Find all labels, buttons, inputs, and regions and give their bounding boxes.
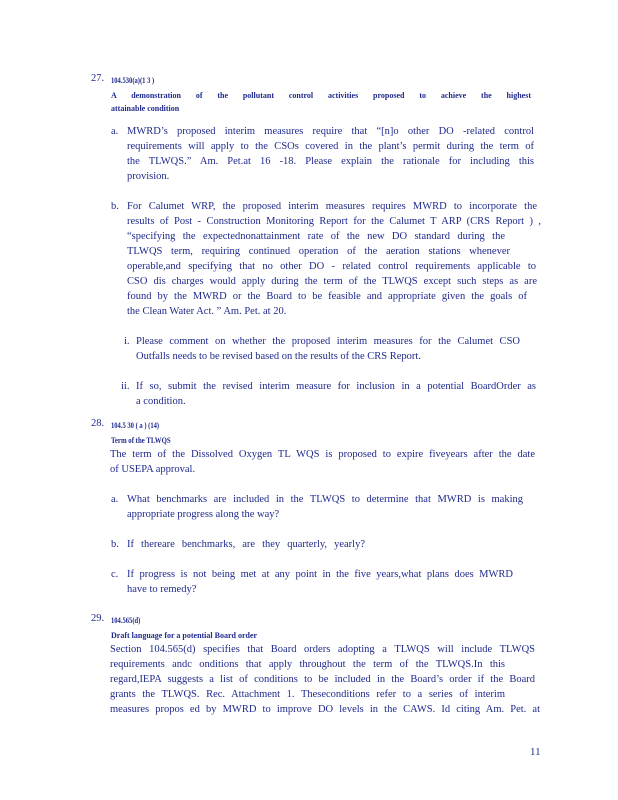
item-27-b-line: “specifying the expectednonattainment rate of the new DO standard during the (127, 231, 505, 242)
item-29-intro-line: requirements andc onditions that apply throughout the term of the TLWQS.In this (110, 659, 505, 670)
item-28-c-line: If progress is not being met at any point in the five years,what plans does MWRD (127, 569, 513, 580)
item-27-a-line: provision. (127, 171, 170, 182)
item-29-intro-line: regard,IEPA suggests a list of conditions to be included in the Board’s order if the Board (110, 674, 535, 685)
item-27-a-marker: a. (111, 126, 119, 137)
item-29-number: 29. (91, 613, 105, 624)
item-29-intro-line: Section 104.565(d) specifies that Board orders adopting a TLWQS will include TLWQS (110, 644, 535, 655)
item-29-intro-line: grants the TLWQS. Rec. Attachment 1. Theseconditions refer to a series of interim (110, 689, 505, 700)
item-28-intro-line: of USEPA approval. (110, 464, 196, 475)
item-28-c-line: have to remedy? (127, 584, 197, 595)
item-27-i-line: Please comment on whether the proposed interim measures for the Calumet CSO (136, 336, 520, 347)
item-27-b-line: operable,and specifying that no other DO - related control requirements applicable to (127, 261, 536, 272)
item-27-b-line: For Calumet WRP, the proposed interim measures requires MWRD to incorporate the (127, 201, 537, 212)
item-27-a-line: the TLWQS.” Am. Pet.at 16 -18. Please explain the rationale for including this (127, 156, 534, 167)
item-27-i-marker: i. (124, 336, 130, 347)
item-27-heading-line-1: A demonstration of the pollutant control activities proposed to achieve the highest (111, 91, 531, 100)
item-27-b-line: results of Post - Construction Monitoring Report for the Calumet T ARP (CRS Report ) , (127, 216, 541, 227)
page-number: 11 (530, 746, 541, 758)
item-27-b-line: TLWQS term, requiring continued operation of the aeration stations whenever (127, 246, 510, 257)
item-27-b-marker: b. (111, 201, 119, 212)
item-28-a-line: What benchmarks are included in the TLWQS to determine that MWRD is making (127, 494, 523, 505)
item-27-heading-line-2: attainable condition (111, 104, 180, 113)
item-27-number: 27. (91, 73, 105, 84)
item-28-c-marker: c. (111, 569, 119, 580)
item-28-intro-line: The term of the Dissolved Oxygen TL WQS is proposed to expire fiveyears after the date (110, 449, 535, 460)
item-27-b-line: CSO dis charges would apply during the term of the TLWQS except such steps as are (127, 276, 537, 287)
item-29-heading: Draft language for a potential Board order (111, 631, 258, 640)
item-27-b-line: found by the MWRD or the Board to be feasible and appropriate given the goals of (127, 291, 527, 302)
item-28-a-line: appropriate progress along the way? (127, 509, 280, 520)
item-28-b-line: If thereare benchmarks, are they quarterly, yearly? (127, 539, 365, 550)
item-29-citation: 104.565(d) (111, 616, 141, 625)
item-28-heading: Term of the TLWQS (111, 436, 171, 445)
item-29-intro-line: measures propos ed by MWRD to improve DO levels in the CAWS. Id citing Am. Pet. at (110, 704, 540, 715)
item-28-a-marker: a. (111, 494, 119, 505)
item-27-a-line: MWRD’s proposed interim measures require that “[n]o other DO -related control (127, 126, 534, 137)
item-28-number: 28. (91, 418, 105, 429)
item-27-ii-line: If so, submit the revised interim measure for inclusion in a potential BoardOrder as (136, 381, 536, 392)
item-27-a-line: requirements will apply to the CSOs covered in the plant’s permit during the term of (127, 141, 534, 152)
item-28-citation: 104.5 30 ( a ) (14) (111, 421, 160, 430)
item-28-b-marker: b. (111, 539, 119, 550)
item-27-ii-line: a condition. (136, 396, 186, 407)
item-27-b-line: the Clean Water Act. ” Am. Pet. at 20. (127, 306, 287, 317)
item-27-ii-marker: ii. (121, 381, 130, 392)
item-27-i-line: Outfalls needs to be revised based on the results of the CRS Report. (136, 351, 421, 362)
item-27-citation: 104.530(a)(1 3 ) (111, 76, 155, 85)
